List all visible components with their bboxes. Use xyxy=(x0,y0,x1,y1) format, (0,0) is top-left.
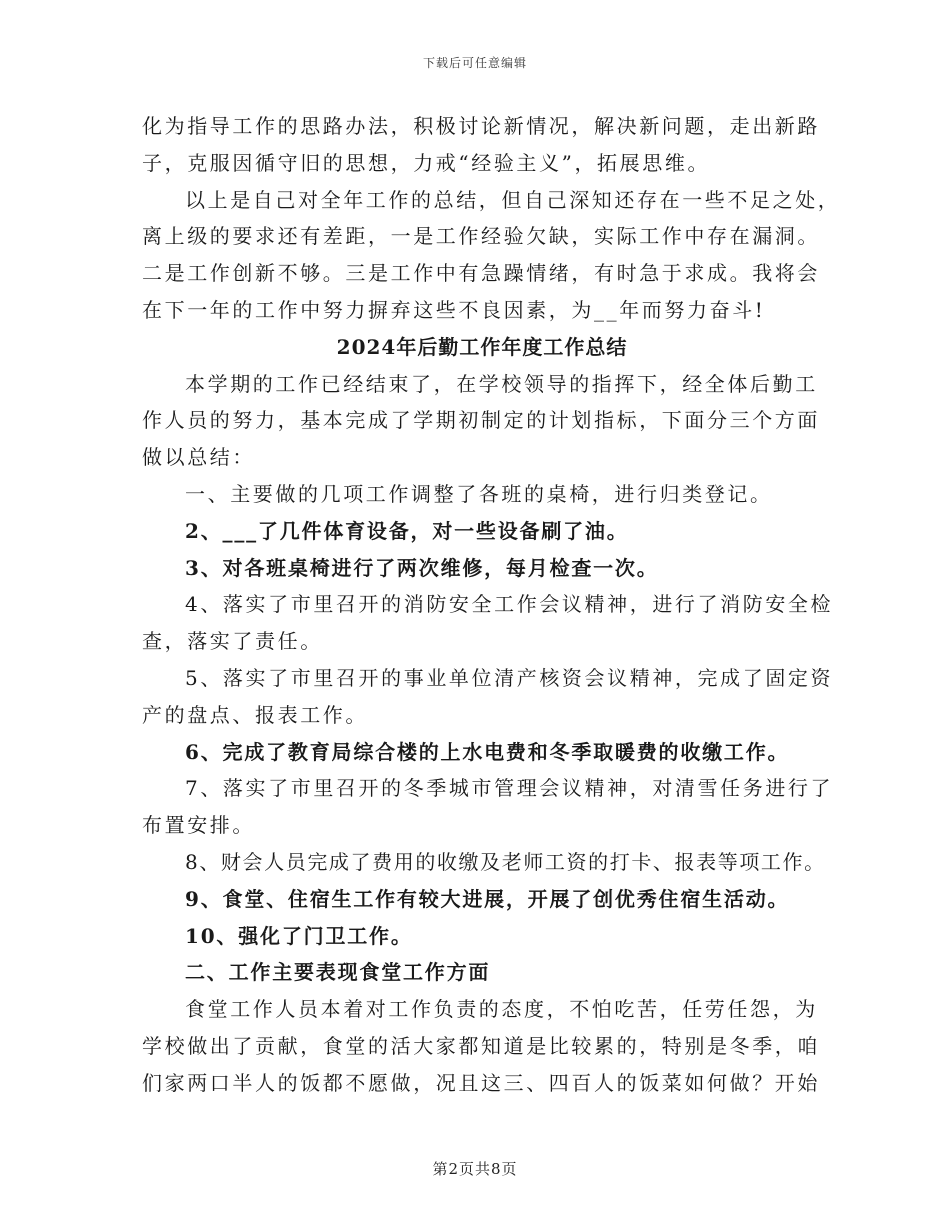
paragraph-line: 子，克服因循守旧的思想，力戒“经验主义”，拓展思维。 xyxy=(142,150,711,175)
paragraph-line: 离上级的要求还有差距，一是工作经验欠缺，实际工作中存在漏洞。 xyxy=(142,224,820,249)
paragraph-line: 们家两口半人的饭都不愿做，况且这三、四百人的饭菜如何做？开始 xyxy=(142,1070,820,1095)
paragraph-line: 化为指导工作的思路办法，积极讨论新情况，解决新问题，走出新路 xyxy=(142,114,820,138)
subsection-heading: 二、工作主要表现食堂工作方面 xyxy=(185,960,491,985)
list-item: 5、落实了市里召开的事业单位清产核资会议精神，完成了固定资 xyxy=(185,665,834,690)
paragraph-line: 二是工作创新不够。三是工作中有急躁情绪，有时急于求成。我将会 xyxy=(142,261,820,286)
paragraph-line: 以上是自己对全年工作的总结，但自己深知还存在一些不足之处， xyxy=(185,187,841,212)
paragraph-line: 布置安排。 xyxy=(142,813,255,838)
document-body xyxy=(142,108,841,1102)
paragraph-line: 在下一年的工作中努力摒弃这些不良因素，为__年而努力奋斗! xyxy=(142,297,766,322)
paragraph-line: 查，落实了责任。 xyxy=(142,629,323,654)
paragraph-line: 做以总结： xyxy=(142,445,255,470)
download-note: 下载后可任意编辑 xyxy=(422,56,527,70)
paragraph-line: 学校做出了贡献，食堂的活大家都知道是比较累的，特别是冬季，咱 xyxy=(142,1033,820,1058)
list-item: 7、落实了市里召开的冬季城市管理会议精神，对清雪任务进行了 xyxy=(185,776,834,801)
page-number: 第2页共8页 xyxy=(432,1160,518,1178)
paragraph-line: 本学期的工作已经结束了，在学校领导的指挥下，经全体后勤工 xyxy=(185,371,818,396)
paragraph-line: 食堂工作人员本着对工作负责的态度，不怕吃苦，任劳任怨，为 xyxy=(185,997,818,1022)
list-item: 10、强化了门卫工作。 xyxy=(185,923,413,948)
paragraph-line: 作人员的努力，基本完成了学期初制定的计划指标，下面分三个方面 xyxy=(142,408,820,433)
list-item: 3、对各班桌椅进行了两次维修，每月检查一次。 xyxy=(185,555,659,580)
list-item: 9、食堂、住宿生工作有较大进展，开展了创优秀住宿生活动。 xyxy=(185,886,790,911)
list-item: 4、落实了市里召开的消防安全工作会议精神，进行了消防安全检 xyxy=(185,592,834,617)
list-item: 8、财会人员完成了费用的收缴及老师工资的打卡、报表等项工作。 xyxy=(185,849,826,874)
list-item: 2、___了几件体育设备，对一些设备刷了油。 xyxy=(185,518,629,543)
paragraph-line: 产的盘点、报表工作。 xyxy=(142,702,368,727)
list-item: 一、主要做的几项工作调整了各班的桌椅，进行归类登记。 xyxy=(185,481,773,506)
section-title: 2024年后勤工作年度工作总结 xyxy=(336,334,628,359)
list-item: 6、完成了教育局综合楼的上水电费和冬季取暖费的收缴工作。 xyxy=(185,739,790,764)
